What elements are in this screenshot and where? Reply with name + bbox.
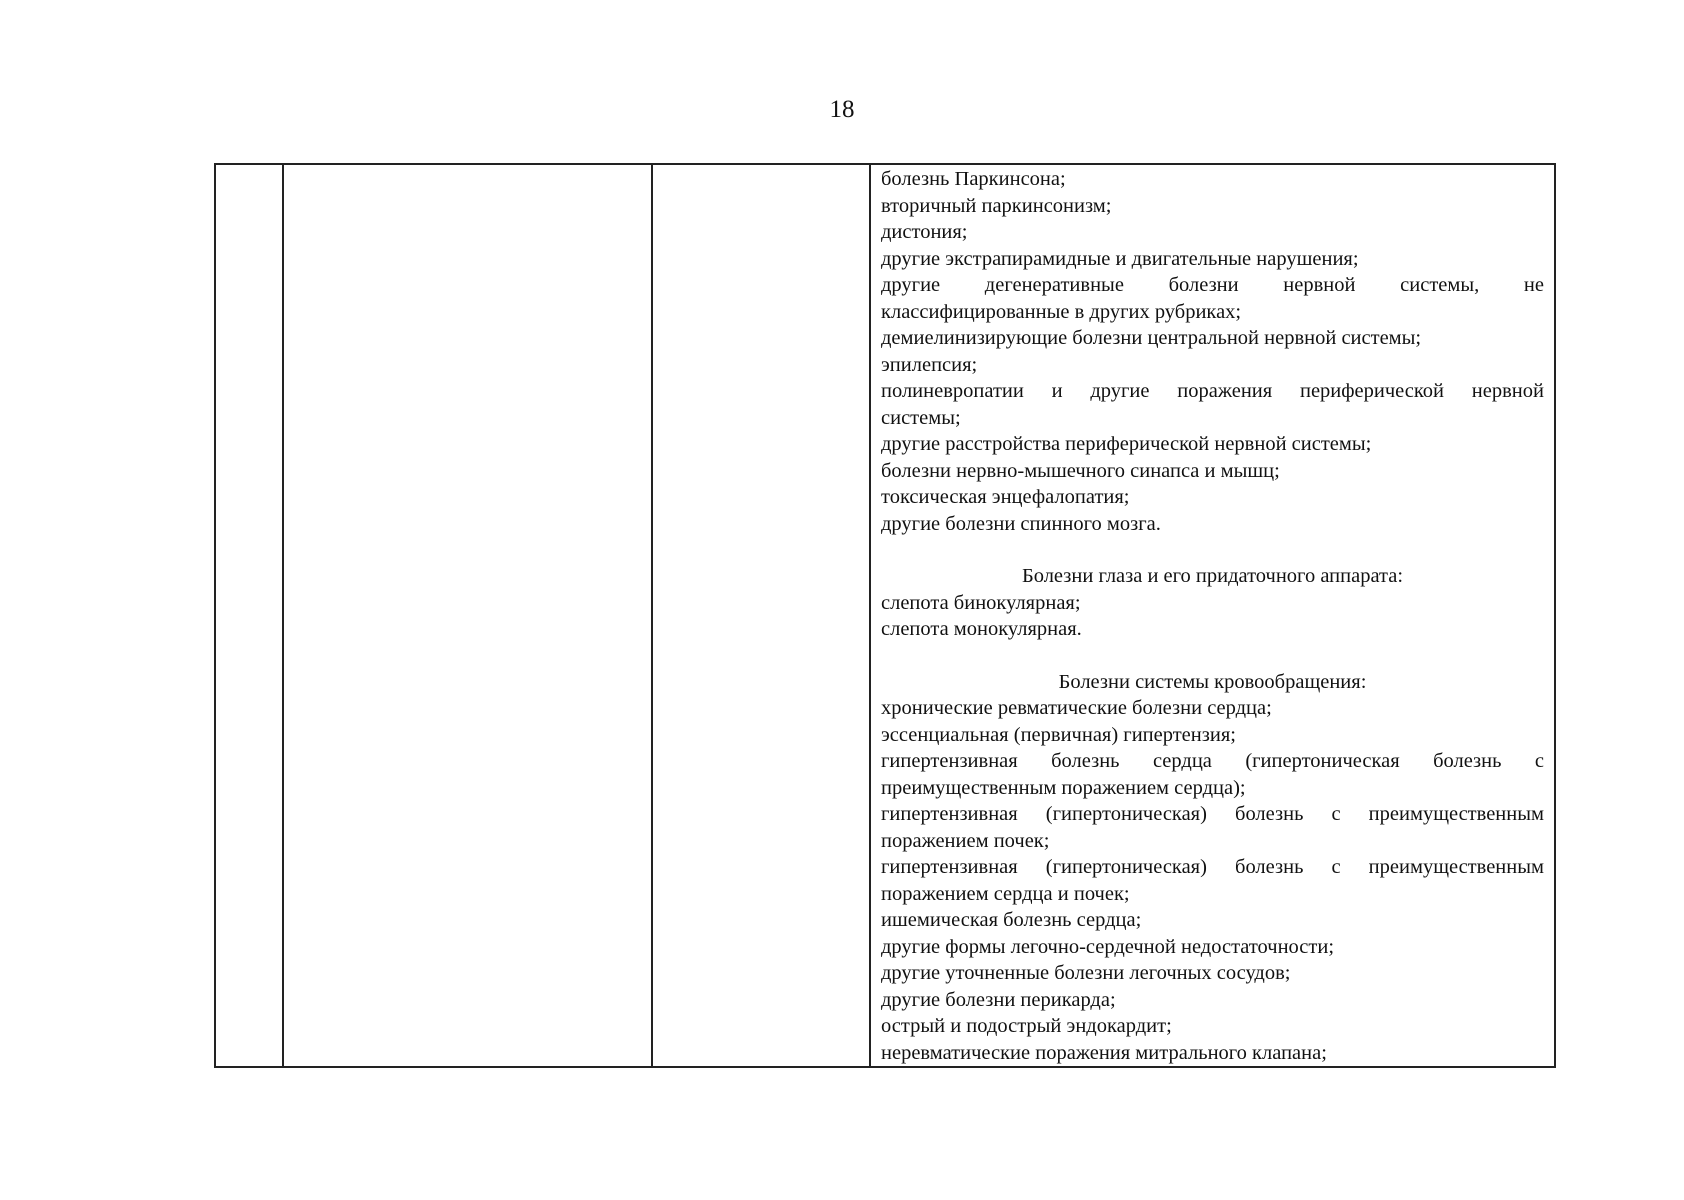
document-table: [214, 163, 1556, 1068]
list-item: вторичный паркинсонизм;: [881, 194, 1112, 217]
list-item: слепота монокулярная.: [881, 618, 1082, 640]
list-item: эссенциальная (первичная) гипертензия;: [881, 723, 1236, 746]
list-item: преимущественным поражением сердца);: [881, 776, 1246, 799]
list-item: классифицированные в других рубриках;: [881, 300, 1242, 323]
list-item: неревматические поражения митрального клапана;: [881, 1041, 1327, 1064]
list-item: дистония;: [881, 221, 968, 243]
list-item: другие уточненные болезни легочных сосудов;: [881, 962, 1291, 984]
table-cell-disease-list: [870, 164, 1555, 1067]
list-item: другие расстройства периферической нервной системы;: [881, 433, 1372, 455]
list-item: поражением почек;: [881, 829, 1050, 852]
table-row: [215, 164, 1555, 1067]
list-item: другие дегенеративные болезни нервной системы, не: [881, 274, 1544, 296]
list-item: токсическая энцефалопатия;: [881, 486, 1130, 508]
section-heading-circulatory: Болезни системы кровообращения:: [1058, 670, 1367, 693]
section-heading-eye: Болезни глаза и его придаточного аппарата:: [1021, 565, 1404, 587]
list-item: другие болезни спинного мозга.: [881, 512, 1161, 535]
table-cell-empty-3: [652, 164, 870, 1067]
list-item: полиневропатии и другие поражения периферической нервной: [881, 380, 1544, 402]
list-item: гипертензивная (гипертоническая) болезнь с преимущественным: [881, 856, 1544, 878]
list-item: эпилепсия;: [881, 353, 978, 376]
list-item: хронические ревматические болезни сердца;: [881, 697, 1272, 719]
list-item: гипертензивная болезнь сердца (гипертоническая болезнь с: [881, 750, 1544, 772]
list-item: ишемическая болезнь сердца;: [881, 909, 1142, 931]
list-item: болезни нервно-мышечного синапса и мышц;: [881, 459, 1280, 482]
list-item: болезнь Паркинсона;: [881, 168, 1066, 190]
list-item: слепота бинокулярная;: [881, 591, 1081, 614]
list-item: поражением сердца и почек;: [881, 882, 1130, 905]
list-item: другие экстрапирамидные и двигательные нарушения;: [881, 247, 1359, 270]
table-cell-empty-2: [283, 164, 652, 1067]
disease-list: [871, 165, 1554, 1066]
list-item: гипертензивная (гипертоническая) болезнь с преимущественным: [881, 803, 1544, 825]
list-item: демиелинизирующие болезни центральной нервной системы;: [881, 327, 1422, 349]
list-item: системы;: [881, 406, 961, 429]
page-number: 18: [829, 96, 855, 123]
table-cell-empty-1: [215, 164, 283, 1067]
list-item: другие формы легочно-сердечной недостаточности;: [881, 935, 1335, 958]
list-item: другие болезни перикарда;: [881, 988, 1116, 1011]
list-item: острый и подострый эндокардит;: [881, 1015, 1172, 1037]
